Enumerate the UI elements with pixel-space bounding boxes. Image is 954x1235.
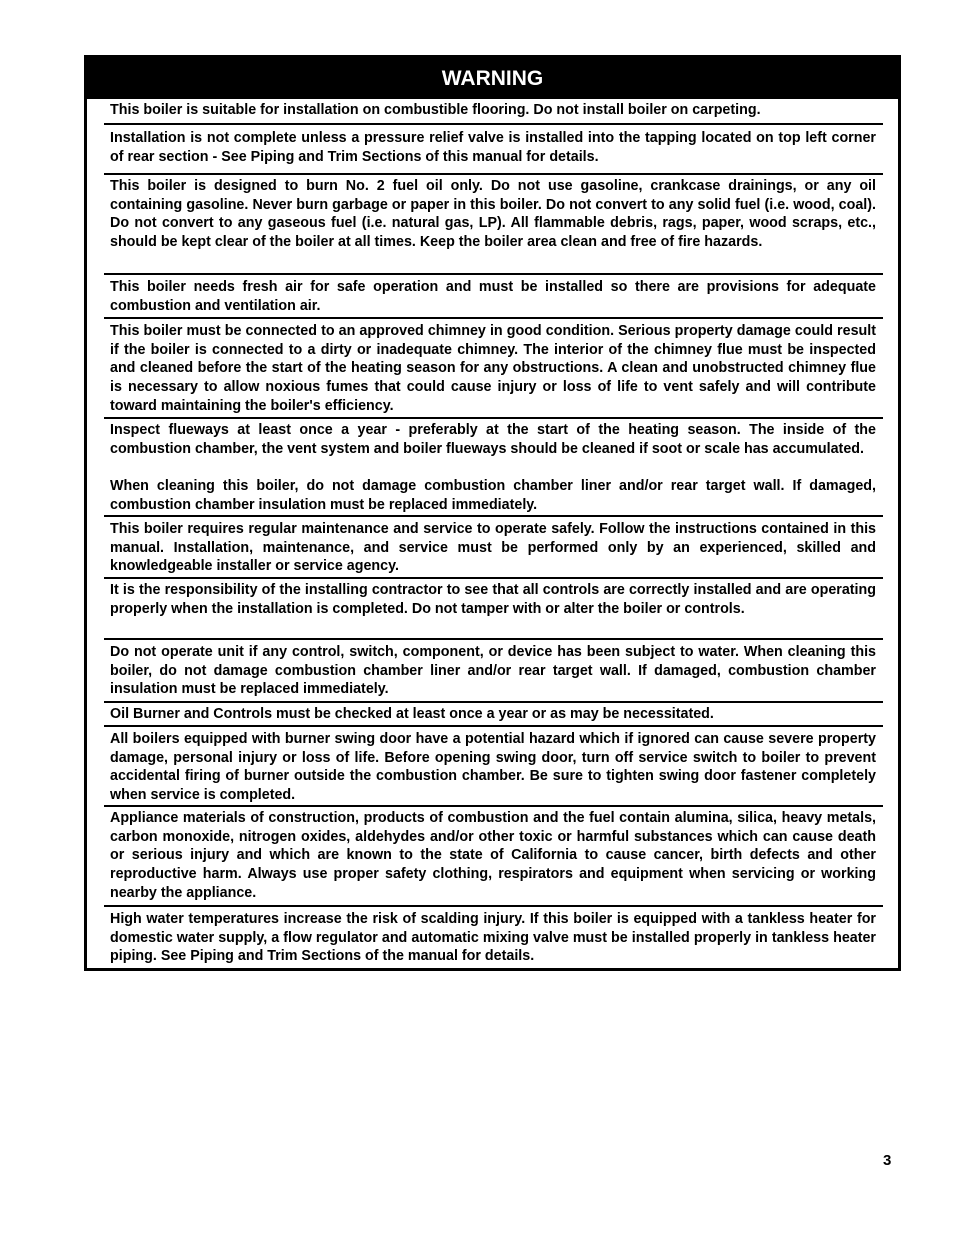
warning-item-fuel: This boiler is designed to burn No. 2 fuel oil only. Do not use gasoline, crankcase drainings, or any oil containing gasoline. Never burn garbage or paper in this boiler. Do not convert to any solid fuel (i.e. wood, coal). Do not convert to any gaseous fuel (i.e. natural gas, LP). All flammable debris, rags, paper, wood scraps, etc., should be kept clear of the boiler at all times. Keep the boiler area clean and free of fire hazards. [110,178,876,251]
divider [104,805,883,807]
warning-item-oil-burner: Oil Burner and Controls must be checked at least once a year or as may be necessitated. [110,706,714,722]
divider [104,638,883,640]
divider [104,273,883,275]
warning-box [84,55,901,971]
divider [104,701,883,703]
divider [104,725,883,727]
divider [104,417,883,419]
warning-item-swing-door: All boilers equipped with burner swing door have a potential hazard which if ignored can cause severe property damage, personal injury or loss of life. Before opening swing door, turn off service switch to boiler to prevent accidental firing of burner outside the combustion chamber. Be sure to tighten swing door fastener completely when service is completed. [110,731,876,804]
warning-header: WARNING [87,58,898,99]
warning-item-scalding: High water temperatures increase the risk of scalding injury. If this boiler is equipped with a tankless heater for domestic water supply, a flow regulator and automatic mixing valve must be installed properly in tankless heater piping. See Piping and Trim Sections of the manual for details. [110,911,876,965]
divider [104,317,883,319]
warning-item-maintenance: This boiler requires regular maintenance and service to operate safely. Follow the instructions contained in this manual. Installation, maintenance, and service must be performed only by an experienced, skilled and knowledgeable installer or service agency. [110,521,876,575]
warning-item-flueways: Inspect flueways at least once a year - preferably at the start of the heating season. The inside of the combustion chamber, the vent system and boiler flueways should be cleaned if soot or scale has accumulated. [110,422,876,457]
divider [104,515,883,517]
divider [104,905,883,907]
warning-item-fresh-air: This boiler needs fresh air for safe operation and must be installed so there are provisions for adequate combustion and ventilation air. [110,279,876,314]
page-number: 3 [883,1152,892,1169]
divider [104,577,883,579]
warning-item-water-damage: Do not operate unit if any control, switch, component, or device has been subject to water. When cleaning this boiler, do not damage combustion chamber liner and/or rear target wall. If damaged, combustion chamber insulation must be replaced immediately. [110,644,876,698]
warning-item-cleaning: When cleaning this boiler, do not damage combustion chamber liner and/or rear target wall. If damaged, combustion chamber insulation must be replaced immediately. [110,478,876,513]
divider [104,123,883,125]
warning-item-flooring: This boiler is suitable for installation on combustible flooring. Do not install boiler on carpeting. [110,102,761,118]
warning-item-chimney: This boiler must be connected to an approved chimney in good condition. Serious property damage could result if the boiler is connected to a dirty or inadequate chimney. The interior of the chimney flue must be inspected and cleaned before the start of the heating season for any obstructions. A clean and unobstructed chimney flue is necessary to allow noxious fumes that could cause injury or loss of life to vent safely and will contribute toward maintaining the boiler's efficiency. [110,323,876,414]
warning-item-controls: It is the responsibility of the installing contractor to see that all controls are correctly installed and are operating properly when the installation is completed. Do not tamper with or alter the boiler or controls. [110,582,876,617]
divider [104,173,883,175]
warning-item-materials: Appliance materials of construction, products of combustion and the fuel contain alumina, silica, heavy metals, carbon monoxide, nitrogen oxides, aldehydes and/or other toxic or harmful substances which can cause death or serious injury and which are known to the state of California to cause cancer, birth defects and other reproductive harm. Always use proper safety clothing, respirators and equipment when servicing or working nearby the appliance. [110,810,876,901]
warning-item-relief-valve: Installation is not complete unless a pressure relief valve is installed into the tapping located on top left corner of rear section - See Piping and Trim Sections of this manual for details. [110,130,876,165]
